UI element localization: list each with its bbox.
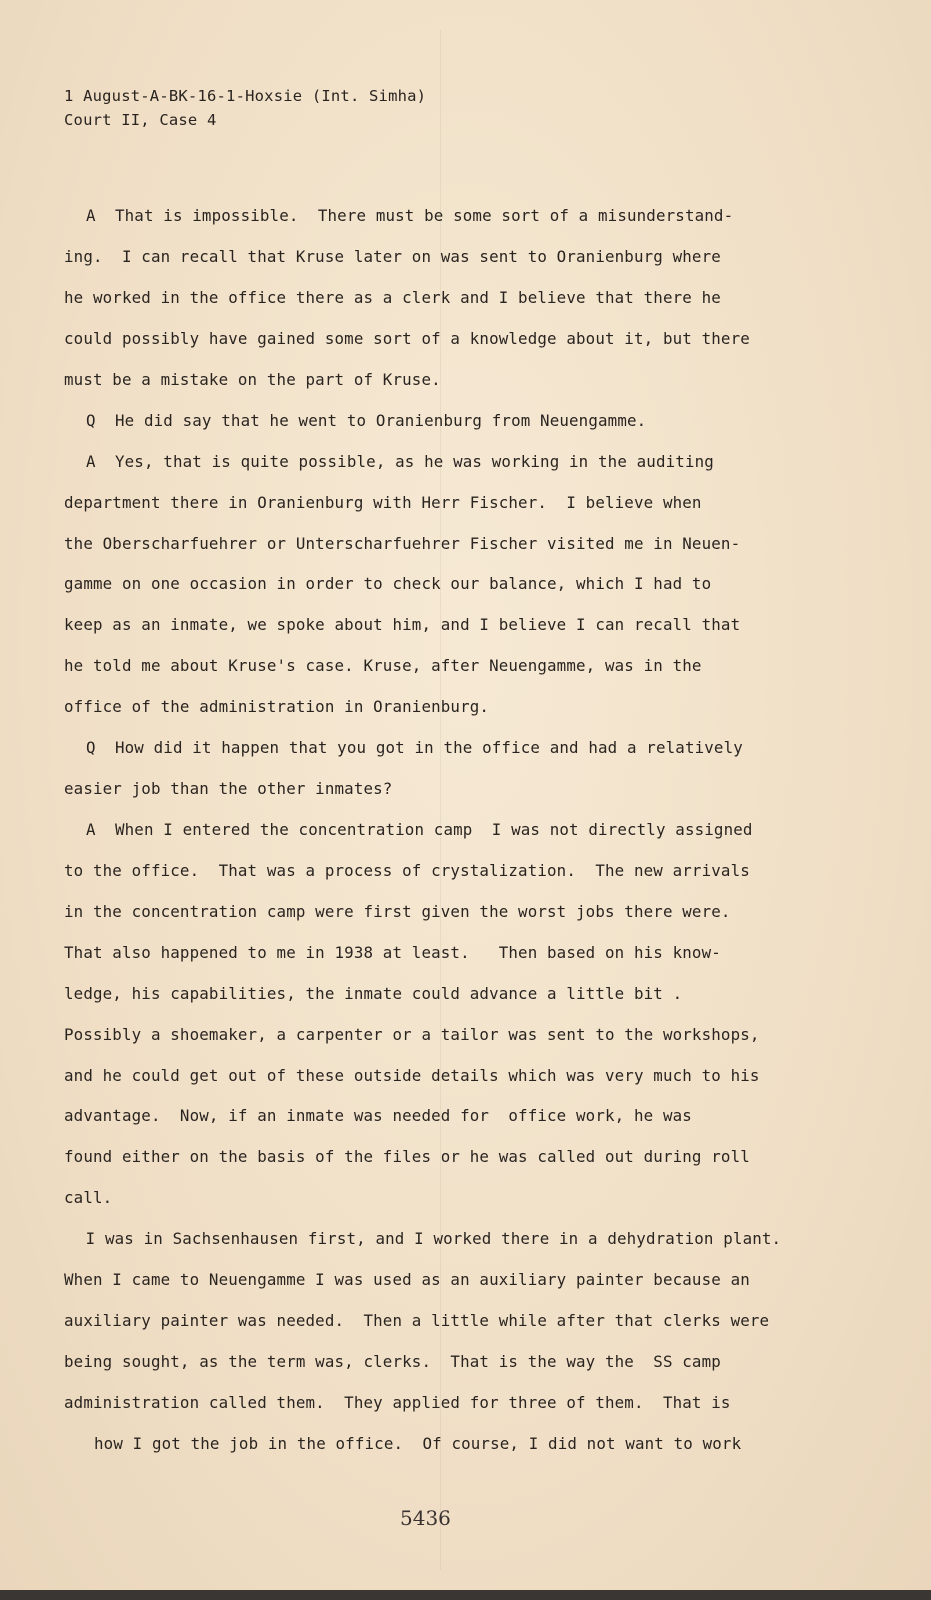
text-line: to the office. That was a process of crystalization. The new arrivals [64, 861, 750, 880]
text-line: keep as an inmate, we spoke about him, and I believe I can recall that [64, 615, 741, 634]
text-line: gamme on one occasion in order to check our balance, which I had to [64, 574, 712, 593]
text-line: ing. I can recall that Kruse later on was sent to Oranienburg where [64, 247, 721, 266]
text-line: being sought, as the term was, clerks. That is the way the SS camp [64, 1352, 721, 1371]
text-line: how I got the job in the office. Of course, I did not want to work [94, 1434, 742, 1453]
text-line: When I came to Neuengamme I was used as an auxiliary painter because an [64, 1270, 750, 1289]
text-line: he told me about Kruse's case. Kruse, after Neuengamme, was in the [64, 656, 702, 675]
text-line: Possibly a shoemaker, a carpenter or a tailor was sent to the workshops, [64, 1025, 760, 1044]
text-line: ledge, his capabilities, the inmate could advance a little bit . [64, 984, 683, 1003]
text-line: office of the administration in Oranienburg. [64, 697, 490, 716]
text-line: Q He did say that he went to Oranienburg from Neuengamme. [86, 411, 647, 430]
text-line: the Oberscharfuehrer or Unterscharfuehrer Fischer visited me in Neuen- [64, 534, 741, 553]
text-line: auxiliary painter was needed. Then a little while after that clerks were [64, 1311, 770, 1330]
scan-bottom-edge [0, 1590, 931, 1600]
text-line: must be a mistake on the part of Kruse. [64, 370, 441, 389]
text-line: could possibly have gained some sort of a knowledge about it, but there [64, 329, 750, 348]
header-line-1: 1 August-A-BK-16-1-Hoxsie (Int. Simha) [64, 87, 427, 105]
text-line: A That is impossible. There must be some sort of a misunderstand- [86, 206, 734, 225]
text-line: easier job than the other inmates? [64, 779, 393, 798]
text-line: and he could get out of these outside details which was very much to his [64, 1066, 760, 1085]
text-line: in the concentration camp were first given the worst jobs there were. [64, 902, 731, 921]
text-line: department there in Oranienburg with Herr Fischer. I believe when [64, 493, 702, 512]
text-line: Q How did it happen that you got in the office and had a relatively [86, 738, 743, 757]
text-line: he worked in the office there as a clerk and I believe that there he [64, 288, 721, 307]
page-number: 5436 [400, 1506, 451, 1530]
text-line: I was in Sachsenhausen first, and I worked there in a dehydration plant. [76, 1229, 782, 1248]
header-line-2: Court II, Case 4 [64, 111, 217, 129]
text-line: A Yes, that is quite possible, as he was working in the auditing [86, 452, 714, 471]
text-line: administration called them. They applied for three of them. That is [64, 1393, 731, 1412]
text-line: That also happened to me in 1938 at least. Then based on his know- [64, 943, 721, 962]
text-line: advantage. Now, if an inmate was needed for office work, he was [64, 1106, 692, 1125]
text-line: A When I entered the concentration camp I was not directly assigned [86, 820, 753, 839]
text-line: found either on the basis of the files or he was called out during roll [64, 1147, 750, 1166]
text-line: call. [64, 1188, 113, 1207]
